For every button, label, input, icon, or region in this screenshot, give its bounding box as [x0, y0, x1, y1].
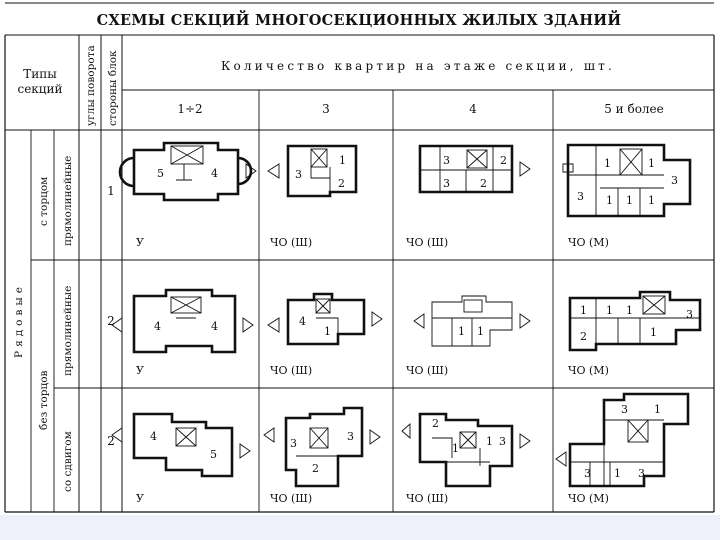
page-footer-band — [0, 515, 720, 540]
room-count: 3 — [671, 174, 678, 187]
section-plan — [570, 292, 700, 350]
room-count: 1 — [606, 194, 613, 207]
room-count: 3 — [638, 467, 645, 480]
row1-shape-label: прямолинейные — [62, 155, 74, 246]
column-header-2: 3 — [322, 102, 330, 116]
room-count: 1 — [626, 304, 633, 317]
room-count: 2 — [312, 462, 319, 475]
section-plan — [402, 414, 530, 486]
room-count: 4 — [211, 320, 218, 333]
section-plan — [120, 143, 256, 200]
title-bar — [5, 3, 714, 35]
room-count: 4 — [211, 167, 218, 180]
room-count: 1 — [458, 325, 465, 338]
apartments-count-label: Количество квартир на этаже секции, шт. — [220, 59, 616, 73]
section-type-label: У — [136, 364, 144, 377]
room-count: 3 — [499, 435, 506, 448]
room-count: 2 — [500, 154, 507, 167]
room-count: 2 — [432, 417, 439, 430]
room-count: 1 — [324, 325, 331, 338]
room-count: 1 — [626, 194, 633, 207]
group-label-without-end: без торцов — [38, 370, 50, 430]
room-count: 3 — [686, 308, 693, 321]
row1-sides: 1 — [107, 184, 115, 198]
group-label-with-end: с торцом — [38, 176, 50, 226]
room-count: 1 — [648, 194, 655, 207]
section-type-label: У — [136, 236, 144, 249]
section-type-label: ЧО (Ш) — [406, 236, 449, 249]
row2-shape-label: прямолинейные — [62, 285, 74, 376]
types-label-line2: секций — [17, 82, 63, 96]
room-count: 3 — [577, 190, 584, 203]
section-type-label: ЧО (Ш) — [406, 364, 449, 377]
room-count: 1 — [452, 442, 459, 455]
room-count: 3 — [443, 177, 450, 190]
room-count: 1 — [614, 467, 621, 480]
row3-sides: 2 — [107, 434, 115, 448]
section-plan — [414, 296, 530, 346]
room-count: 1 — [654, 403, 661, 416]
section-type-label: ЧО (Ш) — [270, 236, 313, 249]
room-count: 1 — [580, 304, 587, 317]
section-type-label: ЧО (М) — [568, 492, 609, 505]
section-plan — [420, 146, 530, 192]
section-plan — [264, 408, 380, 486]
page-title: СХЕМЫ СЕКЦИЙ МНОГОСЕКЦИОННЫХ ЖИЛЫХ ЗДАНИЙ — [96, 12, 622, 29]
column-header-3: 4 — [469, 102, 477, 116]
room-count: 1 — [477, 325, 484, 338]
section-plan — [112, 290, 253, 352]
room-count: 2 — [338, 177, 345, 190]
room-count: 1 — [648, 157, 655, 170]
types-label-line1: Типы — [23, 67, 57, 81]
room-count: 3 — [295, 168, 302, 181]
section-plan — [112, 414, 250, 476]
room-count: 3 — [584, 467, 591, 480]
section-type-label: ЧО (М) — [568, 364, 609, 377]
room-count: 3 — [621, 403, 628, 416]
section-type-label: ЧО (Ш) — [406, 492, 449, 505]
column-header-4: 5 и более — [604, 102, 664, 116]
row2-sides: 2 — [107, 314, 115, 328]
room-count: 4 — [299, 315, 306, 328]
section-type-label: ЧО (М) — [568, 236, 609, 249]
room-count: 4 — [150, 430, 157, 443]
row-group-labels — [13, 156, 115, 492]
room-count: 1 — [604, 157, 611, 170]
room-count: 3 — [443, 154, 450, 167]
room-count: 1 — [650, 326, 657, 339]
room-count: 2 — [580, 330, 587, 343]
turn-angles-label: углы поворота — [85, 45, 97, 126]
room-count: 3 — [347, 430, 354, 443]
room-count: 1 — [339, 154, 346, 167]
section-type-label: ЧО (Ш) — [270, 492, 313, 505]
section-type-label: У — [136, 492, 144, 505]
column-header-1: 1÷2 — [177, 102, 203, 116]
row3-shape-label: со сдвигом — [62, 431, 74, 492]
group-label-main: Рядовые — [13, 283, 25, 358]
table-header — [17, 45, 663, 126]
room-count: 5 — [157, 167, 164, 180]
room-count: 3 — [290, 437, 297, 450]
section-type-label: ЧО (Ш) — [270, 364, 313, 377]
room-count: 5 — [210, 448, 217, 461]
block-sides-label: стороны блок — [107, 50, 119, 126]
room-count: 1 — [486, 435, 493, 448]
room-count: 1 — [606, 304, 613, 317]
room-count: 2 — [480, 177, 487, 190]
room-count: 4 — [154, 320, 161, 333]
